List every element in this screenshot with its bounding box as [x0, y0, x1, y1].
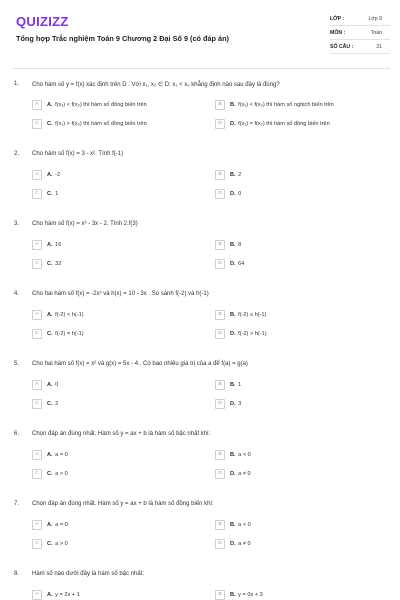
option-value: 0: [55, 381, 59, 388]
worksheet-title: Tổng hợp Trắc nghiệm Toán 9 Chương 2 Đại Số 9 (có đáp án): [16, 34, 229, 43]
answer-option-a[interactable]: [32, 518, 202, 531]
meta-value: Lớp 9: [368, 15, 382, 22]
answer-option-b[interactable]: [215, 588, 385, 600]
option-key: D.: [230, 400, 236, 407]
option-key: A.: [47, 101, 53, 108]
question-list: [12, 76, 390, 600]
option-text: [230, 261, 244, 267]
option-key: A.: [47, 591, 53, 598]
option-key: B.: [230, 241, 236, 248]
question-8: [12, 566, 390, 600]
option-letter-box: C: [32, 189, 42, 199]
option-text: [230, 331, 267, 337]
answer-option-b[interactable]: [215, 378, 385, 391]
option-key: A.: [47, 241, 53, 248]
option-text: [230, 121, 330, 127]
question-4: [12, 286, 390, 356]
option-value: 32: [55, 260, 62, 267]
answer-option-c[interactable]: [32, 117, 202, 130]
question-line: [12, 286, 390, 302]
option-value: a > 0: [55, 470, 68, 477]
option-letter-box: D: [215, 189, 225, 199]
answer-option-a[interactable]: [32, 308, 202, 321]
answer-option-a[interactable]: [32, 168, 202, 181]
answer-option-a[interactable]: [32, 238, 202, 251]
option-text: [230, 382, 241, 388]
option-text: [47, 261, 61, 267]
option-value: f(x₁) > f(x₂) thì hàm số đồng biến trên: [55, 120, 147, 127]
option-key: B.: [230, 171, 236, 178]
answer-option-a[interactable]: [32, 588, 202, 600]
option-key: A.: [47, 381, 53, 388]
option-letter-box: A: [32, 450, 42, 460]
header-divider: [12, 68, 390, 69]
meta-info: [330, 12, 390, 54]
option-text: [230, 522, 251, 528]
option-text: [230, 172, 241, 178]
option-letter-box: A: [32, 310, 42, 320]
question-text: Cho hàm số f(x) = x³ - 3x - 2. Tính 2.f(3): [32, 221, 138, 227]
meta-label: SỐ CÂU :: [330, 43, 354, 50]
question-text: Hàm số nào dưới đây là hàm số bậc nhất:: [32, 571, 145, 577]
question-5: [12, 356, 390, 426]
option-letter-box: B: [215, 450, 225, 460]
option-text: [47, 121, 147, 127]
question-text: Cho hàm số y = f(x) xác định trên D . Với x₁, x₂ ∈ D; x₁ < x₂ khẳng định nào sau đây là đúng?: [32, 81, 280, 88]
question-2: [12, 146, 390, 216]
option-value: y = 0x + 3: [238, 591, 263, 598]
option-text: [47, 401, 58, 407]
answer-option-c[interactable]: [32, 537, 202, 550]
option-value: a ≠ 0: [238, 540, 251, 547]
option-value: a = 0: [55, 451, 68, 458]
question-number: 4.: [14, 291, 20, 297]
option-text: [230, 471, 251, 477]
meta-label: LỚP :: [330, 15, 345, 22]
question-text: Cho hàm số f(x) = 3 - x². Tính f(-1): [32, 151, 124, 157]
option-letter-box: A: [32, 100, 42, 110]
option-letter-box: B: [215, 240, 225, 250]
answer-option-b[interactable]: [215, 238, 385, 251]
option-letter-box: A: [32, 590, 42, 600]
option-letter-box: D: [215, 119, 225, 129]
answer-option-d[interactable]: [215, 397, 385, 410]
option-letter-box: A: [32, 240, 42, 250]
option-value: f(-2) < h(-1): [55, 311, 84, 318]
answer-option-d[interactable]: [215, 537, 385, 550]
worksheet-header: [12, 10, 390, 62]
answer-option-d[interactable]: [215, 467, 385, 480]
question-line: [12, 426, 390, 442]
option-value: a ≠ 0: [238, 470, 251, 477]
answer-option-b[interactable]: [215, 168, 385, 181]
option-text: [230, 191, 241, 197]
option-letter-box: D: [215, 399, 225, 409]
option-text: [230, 541, 251, 547]
option-value: 2: [55, 400, 59, 407]
option-key: D.: [230, 470, 236, 477]
option-value: f(-2) > h(-1): [238, 330, 267, 337]
option-text: [47, 522, 68, 528]
option-value: y = 2x + 1: [55, 591, 80, 598]
answer-option-b[interactable]: [215, 448, 385, 461]
option-text: [47, 242, 61, 248]
option-letter-box: D: [215, 259, 225, 269]
option-key: B.: [230, 101, 236, 108]
option-value: -2: [55, 171, 61, 178]
option-letter-box: D: [215, 329, 225, 339]
option-letter-box: C: [32, 399, 42, 409]
question-text: Chọn đáp án đúng nhất. Hàm số y = ax + b là hàm số đồng biến khi:: [32, 501, 214, 507]
option-text: [230, 452, 251, 458]
option-text: [47, 191, 58, 197]
option-value: a > 0: [55, 540, 68, 547]
option-value: a < 0: [238, 451, 251, 458]
option-letter-box: B: [215, 520, 225, 530]
question-text: Cho hai hàm số f(x) = -2x³ và h(x) = 10 - 3x . So sánh f(-2) và h(-1): [32, 291, 209, 297]
answer-option-a[interactable]: [32, 378, 202, 391]
option-value: f(x₁) < f(x₂) thì hàm số nghịch biến trên: [238, 101, 334, 108]
option-key: C.: [47, 330, 53, 337]
question-3: [12, 216, 390, 286]
option-text: [47, 331, 84, 337]
option-letter-box: C: [32, 469, 42, 479]
option-text: [47, 172, 60, 178]
option-value: 64: [238, 260, 245, 267]
option-value: f(x₁) < f(x₂) thì hàm số đồng biến trên: [55, 101, 147, 108]
question-1: [12, 76, 390, 146]
option-key: A.: [47, 451, 53, 458]
question-line: [12, 356, 390, 372]
option-text: [230, 401, 241, 407]
question-line: [12, 76, 390, 92]
option-key: B.: [230, 521, 236, 528]
answer-option-b[interactable]: [215, 308, 385, 321]
option-letter-box: D: [215, 469, 225, 479]
question-number: 1.: [14, 81, 20, 87]
option-letter-box: C: [32, 259, 42, 269]
option-value: a = 0: [55, 521, 68, 528]
quizizz-logo: QUIZIZZ: [16, 14, 69, 29]
answer-option-c[interactable]: [32, 327, 202, 340]
question-7: [12, 496, 390, 566]
option-text: [47, 592, 80, 598]
option-key: B.: [230, 311, 236, 318]
option-key: A.: [47, 311, 53, 318]
option-text: [230, 242, 241, 248]
option-text: [47, 471, 68, 477]
meta-row-count: [330, 40, 390, 54]
answer-option-c[interactable]: [32, 467, 202, 480]
option-key: B.: [230, 451, 236, 458]
option-text: [47, 312, 84, 318]
meta-row-class: [330, 12, 390, 26]
answer-option-d[interactable]: [215, 327, 385, 340]
answer-option-c[interactable]: [32, 257, 202, 270]
question-number: 8.: [14, 571, 20, 577]
answer-option-d[interactable]: [215, 257, 385, 270]
meta-value: 31: [376, 43, 382, 50]
answer-option-d[interactable]: [215, 187, 385, 200]
question-text: Chọn đáp án đúng nhất. Hàm số y = ax + b là hàm số bậc nhất khi:: [32, 431, 211, 437]
option-key: D.: [230, 260, 236, 267]
answer-option-a[interactable]: [32, 448, 202, 461]
question-line: [12, 496, 390, 512]
answer-option-d[interactable]: [215, 117, 385, 130]
option-value: 1: [238, 381, 242, 388]
option-letter-box: B: [215, 170, 225, 180]
option-text: [230, 592, 263, 598]
option-key: C.: [47, 120, 53, 127]
option-value: 0: [238, 190, 242, 197]
option-letter-box: A: [32, 170, 42, 180]
meta-row-subject: [330, 26, 390, 40]
option-text: [230, 312, 266, 318]
answer-option-c[interactable]: [32, 187, 202, 200]
option-key: A.: [47, 171, 53, 178]
question-text: Cho hai hàm số f(x) = x² và g(x) = 5x - 4 . Có bao nhiêu giá trị của a để f(a) = g(a): [32, 361, 248, 367]
option-key: B.: [230, 591, 236, 598]
option-key: D.: [230, 330, 236, 337]
option-key: C.: [47, 400, 53, 407]
option-value: f(-2) ≤ h(-1): [238, 311, 267, 318]
option-letter-box: C: [32, 329, 42, 339]
option-key: A.: [47, 521, 53, 528]
question-line: [12, 146, 390, 162]
question-number: 3.: [14, 221, 20, 227]
option-key: D.: [230, 540, 236, 547]
question-line: [12, 566, 390, 582]
option-key: C.: [47, 190, 53, 197]
option-text: [47, 382, 58, 388]
option-letter-box: A: [32, 520, 42, 530]
option-value: f(x₁) = f(x₂) thì hàm số đồng biến trên: [238, 120, 330, 127]
meta-value: Toán: [370, 29, 382, 36]
option-value: a < 0: [238, 521, 251, 528]
question-number: 6.: [14, 431, 20, 437]
option-letter-box: B: [215, 590, 225, 600]
option-value: 1: [55, 190, 59, 197]
option-text: [47, 102, 147, 108]
answer-option-b[interactable]: [215, 518, 385, 531]
question-number: 2.: [14, 151, 20, 157]
option-key: C.: [47, 540, 53, 547]
answer-option-b[interactable]: [215, 98, 385, 111]
meta-label: MÔN :: [330, 29, 346, 36]
option-text: [47, 541, 68, 547]
option-letter-box: A: [32, 380, 42, 390]
option-key: D.: [230, 120, 236, 127]
option-letter-box: B: [215, 100, 225, 110]
option-key: C.: [47, 470, 53, 477]
option-key: C.: [47, 260, 53, 267]
question-6: [12, 426, 390, 496]
option-value: f(-2) = h(-1): [55, 330, 84, 337]
option-value: 8: [238, 241, 242, 248]
option-letter-box: B: [215, 380, 225, 390]
question-line: [12, 216, 390, 232]
option-letter-box: D: [215, 539, 225, 549]
answer-option-c[interactable]: [32, 397, 202, 410]
option-letter-box: C: [32, 539, 42, 549]
question-number: 5.: [14, 361, 20, 367]
answer-option-a[interactable]: [32, 98, 202, 111]
option-letter-box: B: [215, 310, 225, 320]
option-value: 3: [238, 400, 242, 407]
option-letter-box: C: [32, 119, 42, 129]
option-value: 16: [55, 241, 62, 248]
option-key: D.: [230, 190, 236, 197]
option-value: 2: [238, 171, 242, 178]
question-number: 7.: [14, 501, 20, 507]
option-text: [47, 452, 68, 458]
option-text: [230, 102, 334, 108]
option-key: B.: [230, 381, 236, 388]
